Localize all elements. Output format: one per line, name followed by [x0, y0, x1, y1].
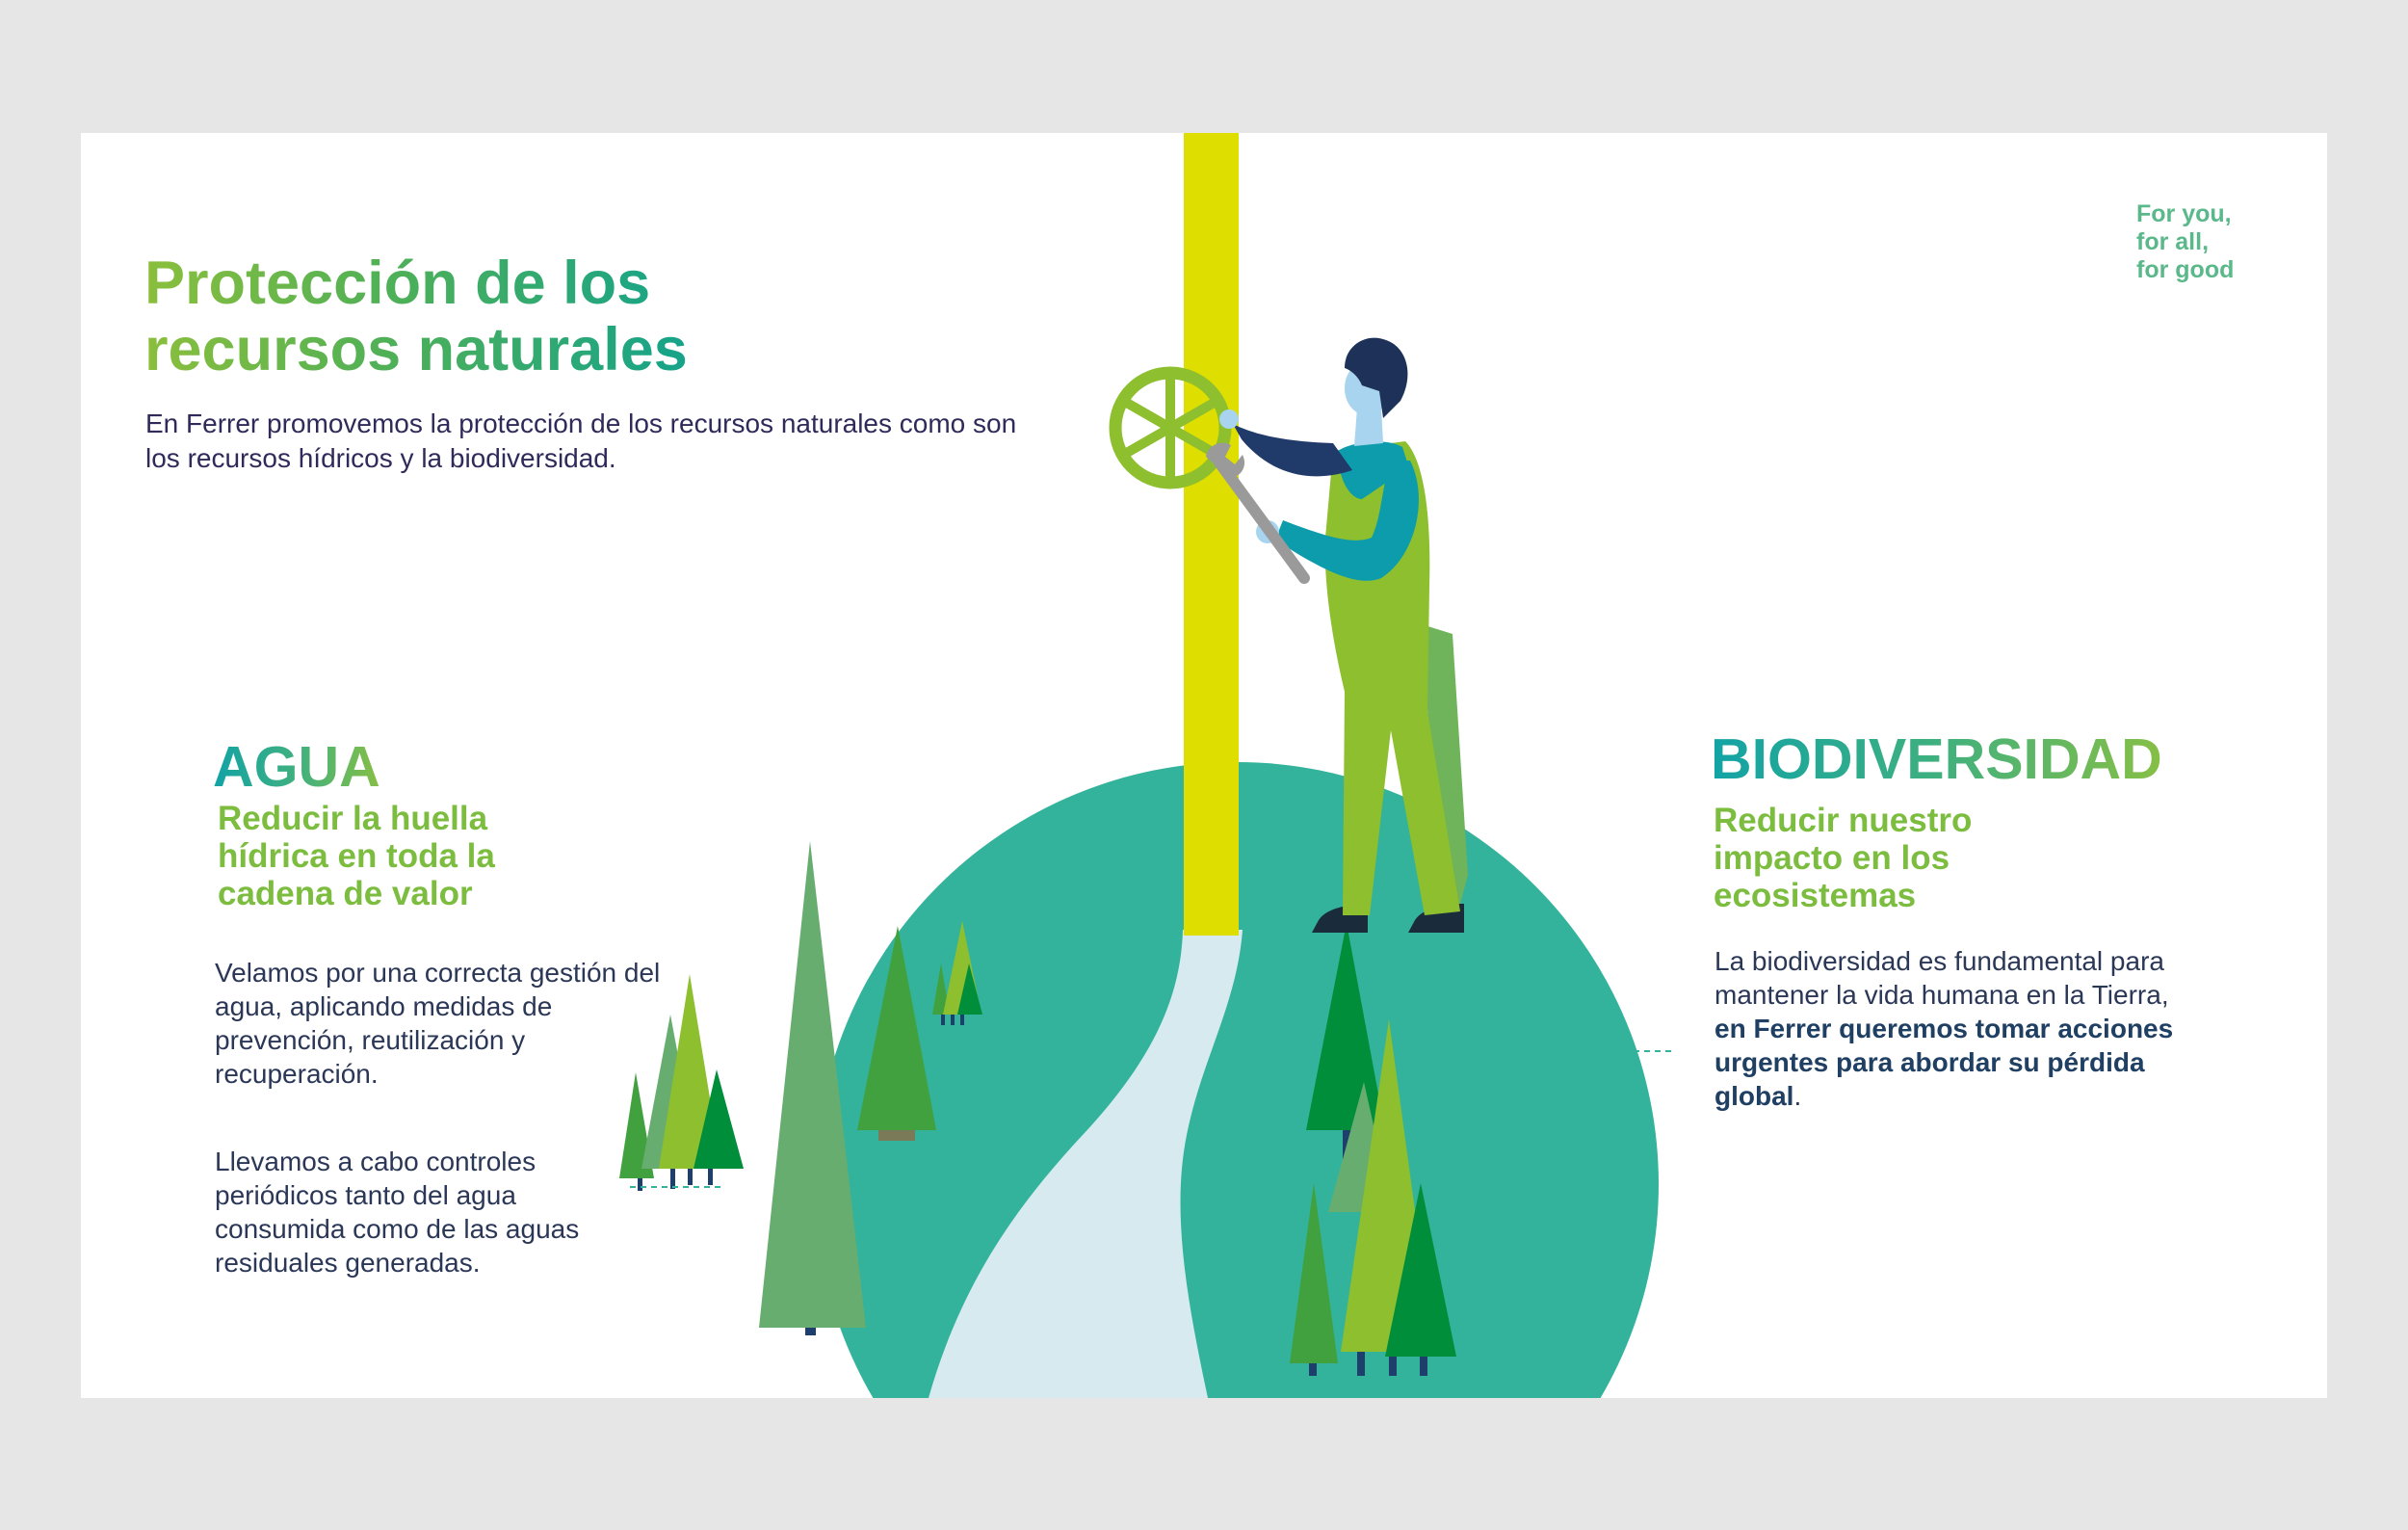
- pipe: [1184, 133, 1239, 936]
- title-line: Protección de los: [144, 250, 651, 317]
- biodiversidad-text-start: La biodiversidad es fundamental para mantener la vida humana en la Tierra,: [1714, 946, 2169, 1010]
- agua-subtitle-line: cadena de valor: [218, 875, 473, 912]
- biodiversidad-subtitle: [1714, 802, 2080, 914]
- agua-paragraph-1: Velamos por una correcta gestión del agua, aplicando medidas de prevención, reutilización y recuperación.: [215, 958, 661, 1089]
- slide: [81, 133, 2327, 1398]
- tagline-line: For you,: [2136, 200, 2232, 227]
- tagline-line: for all,: [2136, 228, 2210, 255]
- agua-subtitle-line: Reducir la huella: [218, 800, 488, 837]
- agua-subtitle: [218, 800, 564, 912]
- agua-paragraph-2: Llevamos a cabo controles periódicos tanto del agua consumida como de las aguas residuales generadas.: [215, 1147, 580, 1278]
- biodiversidad-text-bold: en Ferrer queremos tomar acciones urgentes para abordar su pérdida global: [1714, 1014, 2174, 1111]
- biodiversidad-paragraph: [1714, 944, 2206, 1113]
- biodiversidad-title: BIODIVERSIDAD: [1711, 727, 2162, 791]
- title-line: recursos naturales: [144, 316, 688, 383]
- tagline-line: for good: [2136, 256, 2235, 283]
- biodiversidad-subtitle-line: Reducir nuestro: [1714, 802, 1973, 839]
- biodiversidad-text-end: .: [1793, 1081, 1802, 1111]
- biodiversidad-subtitle-line: ecosistemas: [1714, 877, 1917, 914]
- biodiversidad-subtitle-line: impacto en los: [1714, 839, 1950, 877]
- brand-tagline: [2136, 200, 2234, 284]
- agua-subtitle-line: hídrica en toda la: [218, 837, 495, 875]
- intro-text: En Ferrer promovemos la protección de los recursos naturales como son los recursos hídricos y la biodiversidad.: [145, 409, 1017, 473]
- page-title: [144, 251, 688, 383]
- agua-title: AGUA: [213, 735, 380, 799]
